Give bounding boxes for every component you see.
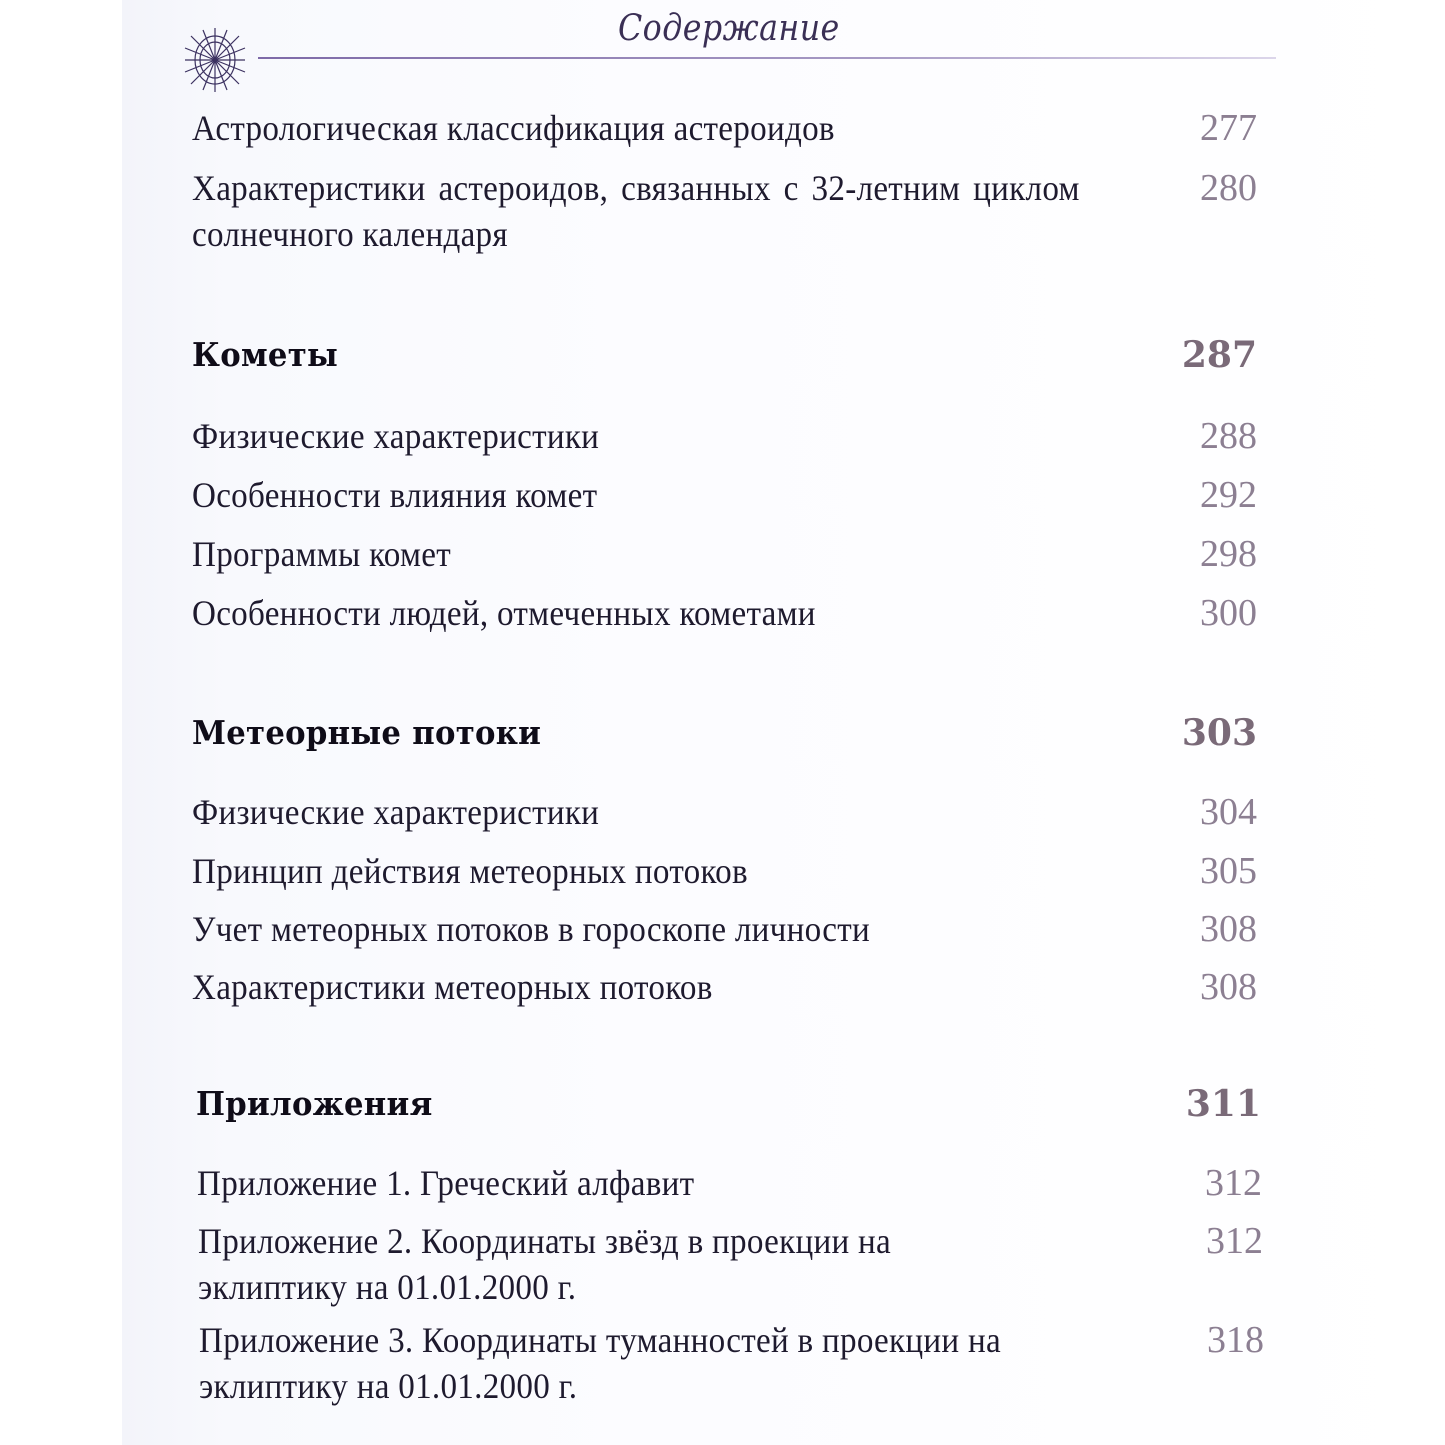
toc-entry[interactable] — [192, 848, 1257, 894]
toc-entry-page: 305 — [1200, 850, 1257, 892]
toc-entry-page: 312 — [1205, 1162, 1262, 1204]
toc-entry-title: Физические характеристики — [192, 416, 600, 456]
toc-entry-title: Характеристики астероидов, связанных с 32-летним циклом солнечного календаря — [192, 168, 1080, 254]
toc-entry-page: 292 — [1200, 474, 1257, 516]
toc-entry-page: 308 — [1200, 908, 1257, 950]
toc-entry[interactable] — [192, 590, 1257, 636]
toc-entry-title: Приложение 3. Координаты туманностей в проекции на эклиптику на 01.01.2000 г. — [199, 1320, 1001, 1406]
toc-entry[interactable] — [192, 964, 1257, 1010]
toc-entry[interactable] — [192, 531, 1257, 577]
toc-entry-page: 288 — [1200, 415, 1257, 457]
toc-entry-page: 312 — [1206, 1220, 1263, 1262]
toc-entry-title: Программы комет — [192, 534, 451, 574]
toc-entry-title: Приложение 2. Координаты звёзд в проекции на эклиптику на 01.01.2000 г. — [198, 1221, 892, 1307]
page-header-title: Содержание — [618, 8, 840, 49]
toc-entry-title: Особенности влияния комет — [192, 475, 598, 515]
toc-section-title: Кометы — [192, 335, 339, 374]
toc-entry-page: 300 — [1200, 592, 1257, 634]
toc-entry-page: 308 — [1200, 966, 1257, 1008]
toc-entry-page: 277 — [1200, 107, 1257, 149]
toc-entry-title: Характеристики метеорных потоков — [192, 967, 713, 1007]
toc-entry[interactable] — [199, 1317, 1264, 1409]
toc-section-heading[interactable] — [196, 1081, 1261, 1127]
toc-section-title: Метеорные потоки — [192, 713, 542, 752]
toc-entry[interactable] — [192, 105, 1257, 151]
toc-entry-title: Астрологическая классификация астероидов — [192, 108, 835, 148]
toc-entry[interactable] — [192, 413, 1257, 459]
toc-entry[interactable] — [197, 1160, 1262, 1206]
toc-entry[interactable] — [192, 165, 1257, 257]
toc-entry[interactable] — [192, 906, 1257, 952]
toc-entry[interactable] — [192, 789, 1257, 835]
toc-entry-title: Принцип действия метеорных потоков — [192, 851, 748, 891]
toc-section-page: 287 — [1181, 334, 1257, 376]
toc-section-title: Приложения — [196, 1084, 433, 1123]
toc-entry-title: Приложение 1. Греческий алфавит — [197, 1163, 695, 1203]
toc-entry[interactable] — [192, 472, 1257, 518]
toc-entry[interactable] — [198, 1218, 1263, 1310]
toc-section-heading[interactable] — [192, 332, 1257, 378]
toc-entry-title: Особенности людей, отмеченных кометами — [192, 593, 816, 633]
toc-section-page: 311 — [1185, 1083, 1261, 1125]
toc-entry-title: Физические характеристики — [192, 792, 600, 832]
toc-entry-page: 298 — [1200, 533, 1257, 575]
toc-entry-page: 318 — [1207, 1319, 1264, 1361]
toc-entry-page: 280 — [1200, 167, 1257, 209]
toc-section-page: 303 — [1181, 712, 1257, 754]
toc-section-heading[interactable] — [192, 710, 1257, 756]
toc-entry-page: 304 — [1200, 791, 1257, 833]
toc-entry-title: Учет метеорных потоков в гороскопе личности — [192, 909, 871, 949]
